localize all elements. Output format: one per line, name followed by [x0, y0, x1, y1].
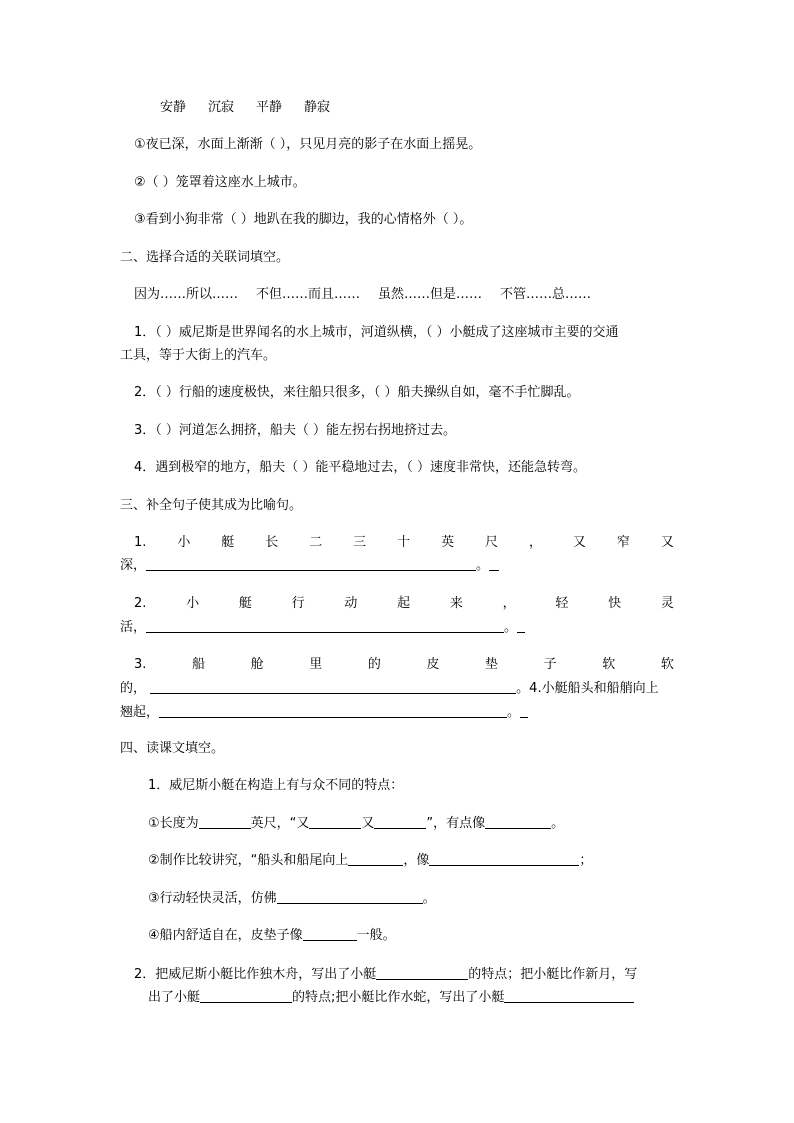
conjunction-option: 不但……而且…… [256, 287, 361, 302]
answer-blank[interactable] [277, 890, 423, 904]
char: 软 [660, 657, 674, 672]
char: 1. [134, 535, 147, 550]
s1-question-3: ③看到小狗非常（ ）地趴在我的脚边，我的心情格外（ ）。 [134, 212, 473, 227]
s3-question-3-line-1 [134, 656, 674, 674]
s4-sub-question-1: 1．威尼斯小艇在构造上有与众不同的特点： [148, 778, 404, 793]
char: 软 [602, 657, 616, 672]
s3-question-1-line-1 [134, 534, 674, 552]
s1-question-1: ①夜已深，水面上渐渐（ ），只见月亮的影子在水面上摇晃。 [134, 137, 482, 152]
conjunction-bank [134, 286, 591, 304]
char: 来 [449, 596, 463, 611]
char: 起 [397, 596, 411, 611]
answer-blank[interactable] [485, 815, 551, 829]
answer-blank[interactable] [199, 815, 251, 829]
char: 动 [344, 596, 358, 611]
char: 船 [192, 657, 206, 672]
char: 子 [543, 657, 557, 672]
answer-blank[interactable] [309, 815, 361, 829]
s4-answer-3: ③行动轻快灵活，仿佛 。 [148, 891, 436, 906]
char: 里 [309, 657, 323, 672]
s2-question-1-line-1: 1．（ ）威尼斯是世界闻名的水上城市，河道纵横，（ ）小艇成了这座城市主要的交通 [134, 325, 619, 340]
char: 二 [309, 535, 323, 550]
char: 行 [291, 596, 305, 611]
char: 十 [397, 535, 411, 550]
s2-question-3: 3．（ ）河道怎么拥挤，船夫（ ）能左拐右拐地挤过去。 [134, 423, 457, 438]
s2-question-2: 2．（ ）行船的速度极快，来往船只很多，（ ）船夫操纵自如，毫不手忙脚乱。 [134, 385, 580, 400]
char: 的 [367, 657, 381, 672]
s3-question-4-start: 4.小艇船头和船艄向上 [529, 681, 659, 696]
char: ， [528, 535, 542, 550]
answer-blank[interactable] [150, 680, 516, 694]
char: 垫 [485, 657, 499, 672]
answer-blank[interactable] [348, 852, 403, 866]
word-option: 静寂 [304, 100, 331, 115]
answer-blank[interactable] [146, 619, 504, 633]
char: 艇 [221, 535, 235, 550]
answer-blank[interactable] [303, 927, 357, 941]
s4-sub-question-2-line-1: 2．把威尼斯小艇比作独木舟，写出了小艇 的特点；把小艇比作新月，写 [134, 967, 638, 982]
char: 舱 [250, 657, 264, 672]
word-option: 平静 [256, 100, 283, 115]
answer-blank[interactable] [374, 815, 426, 829]
s3-question-3-line-2: 的， 。4.小艇船头和船艄向上 [120, 681, 659, 696]
s3-question-2-line-2: 活， 。 [120, 619, 525, 637]
char: 三 [353, 535, 367, 550]
s4-answer-2: ②制作比较讲究，“船头和船尾向上 ，像 ； [148, 853, 593, 868]
s3-question-4-line-2: 翘起， 。 [120, 704, 528, 722]
s4-sub-question-2-line-2: 出了小艇 的特点;把小艇比作水蛇，写出了小艇 [148, 989, 634, 1007]
s1-question-2: ②（ ）笼罩着这座水上城市。 [134, 175, 306, 190]
char: 快 [608, 596, 622, 611]
answer-blank[interactable] [520, 704, 528, 718]
conjunction-option: 虽然……但是…… [378, 287, 483, 302]
answer-blank[interactable] [376, 966, 468, 980]
s4-answer-4: ④船内舒适自在，皮垫子像 一般。 [148, 928, 396, 943]
answer-blank[interactable] [200, 989, 292, 1003]
word-option: 沉寂 [208, 100, 235, 115]
char: 尺 [485, 535, 499, 550]
s4-answer-1: ①长度为 英尺，“又 又 ”，有点像 。 [148, 816, 565, 831]
word-option: 安静 [160, 100, 187, 115]
char: 2. [134, 596, 147, 611]
s2-question-1-line-2: 工具，等于大街上的汽车。 [120, 348, 277, 363]
char: 长 [265, 535, 279, 550]
word-bank [160, 99, 330, 117]
char: 窄 [616, 535, 630, 550]
s2-question-4: 4．遇到极窄的地方，船夫（ ）能平稳地过去，（ ）速度非常快，还能急转弯。 [134, 460, 587, 475]
char: ， [502, 596, 516, 611]
answer-blank[interactable] [517, 619, 525, 633]
char: 英 [441, 535, 455, 550]
char: 小 [186, 596, 200, 611]
char: 艇 [238, 596, 252, 611]
char: 小 [177, 535, 191, 550]
section-4-heading: 四、读课文填空。 [120, 741, 225, 756]
answer-blank[interactable] [489, 557, 499, 571]
conjunction-option: 因为……所以…… [134, 287, 239, 302]
answer-blank[interactable] [504, 989, 634, 1003]
s3-question-1-line-2: 深， 。 [120, 557, 499, 575]
conjunction-option: 不管……总…… [500, 287, 592, 302]
s3-question-2-line-1 [134, 595, 674, 613]
section-3-heading: 三、补全句子使其成为比喻句。 [120, 498, 303, 513]
char: 轻 [555, 596, 569, 611]
char: 灵 [660, 596, 674, 611]
answer-blank[interactable] [429, 852, 579, 866]
section-2-heading: 二、选择合适的关联词填空。 [120, 250, 290, 265]
char: 又 [660, 535, 674, 550]
answer-blank[interactable] [159, 704, 507, 718]
char: 又 [572, 535, 586, 550]
answer-blank[interactable] [146, 557, 476, 571]
char: 皮 [426, 657, 440, 672]
char: 3. [134, 657, 147, 672]
